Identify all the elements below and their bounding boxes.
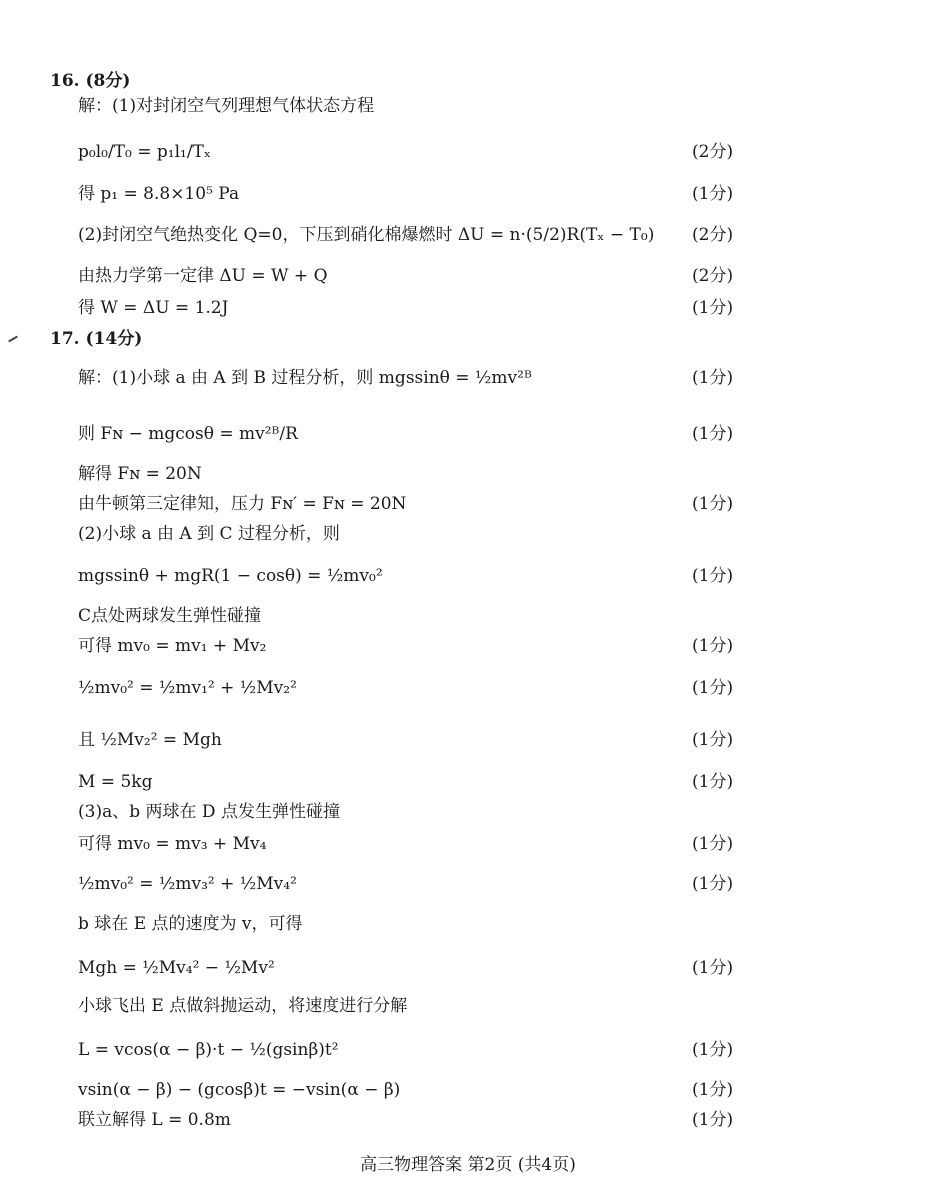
q16-line: 由热力学第一定律 ΔU = W + Q: [78, 266, 328, 286]
q17-line: 联立解得 L = 0.8m: [78, 1110, 231, 1130]
q17-line: ½mv₀² = ½mv₁² + ½Mv₂²: [78, 678, 297, 698]
q17-line: 可得 mv₀ = mv₁ + Mv₂: [78, 636, 267, 656]
q17-line: ½mv₀² = ½mv₃² + ½Mv₄²: [78, 874, 297, 894]
q17-score: (1分): [692, 772, 734, 792]
q17-score: (1分): [692, 368, 734, 388]
q16-score: (2分): [692, 266, 734, 286]
q17-score: (1分): [692, 494, 734, 514]
q17-line: Mgh = ½Mv₄² − ½Mv²: [78, 958, 275, 978]
q17-score: (1分): [692, 678, 734, 698]
q17-line: 则 Fɴ − mgcosθ = mv²ᴮ/R: [78, 424, 298, 444]
question-17-header: 17. (14分): [50, 329, 143, 349]
q17-score: (1分): [692, 730, 734, 750]
q17-line: 解：(1)小球 a 由 A 到 B 过程分析，则 mgssinθ = ½mv²ᴮ: [78, 368, 532, 388]
q17-score: (1分): [692, 566, 734, 586]
q17-line: (3)a、b 两球在 D 点发生弹性碰撞: [78, 802, 340, 822]
q17-line: 解得 Fɴ = 20N: [78, 464, 202, 484]
q17-line: 由牛顿第三定律知，压力 Fɴ′ = Fɴ = 20N: [78, 494, 407, 514]
q16-line: p₀l₀/T₀ = p₁l₁/Tₓ: [78, 142, 212, 162]
q16-line: 得 p₁ = 8.8×10⁵ Pa: [78, 184, 240, 204]
q16-score: (1分): [692, 298, 734, 318]
q16-score: (2分): [692, 225, 734, 245]
q16-score: (1分): [692, 184, 734, 204]
q17-line: M = 5kg: [78, 772, 153, 792]
q17-score: (1分): [692, 1040, 734, 1060]
q17-line: mgssinθ + mgR(1 − cosθ) = ½mv₀²: [78, 566, 383, 586]
scan-mark: [8, 336, 18, 343]
q17-line: 可得 mv₀ = mv₃ + Mv₄: [78, 834, 267, 854]
q17-score: (1分): [692, 1110, 734, 1130]
q17-score: (1分): [692, 834, 734, 854]
q17-line: L = vcos(α − β)·t − ½(gsinβ)t²: [78, 1040, 339, 1060]
q17-line: 且 ½Mv₂² = Mgh: [78, 730, 222, 750]
q17-line: 小球飞出 E 点做斜抛运动，将速度进行分解: [78, 996, 408, 1016]
q17-score: (1分): [692, 1080, 734, 1100]
q16-line: 解：(1)对封闭空气列理想气体状态方程: [78, 96, 375, 116]
q17-line: b 球在 E 点的速度为 v，可得: [78, 914, 303, 934]
q17-line: (2)小球 a 由 A 到 C 过程分析，则: [78, 524, 340, 544]
q17-score: (1分): [692, 874, 734, 894]
q17-line: vsin(α − β) − (gcosβ)t = −vsin(α − β): [78, 1080, 401, 1100]
q17-score: (1分): [692, 424, 734, 444]
question-16-header: 16. (8分): [50, 71, 131, 91]
q17-score: (1分): [692, 958, 734, 978]
q16-line: 得 W = ΔU = 1.2J: [78, 298, 229, 318]
q16-line: (2)封闭空气绝热变化 Q=0，下压到硝化棉爆燃时 ΔU = n·(5/2)R(Tₓ − T₀): [78, 225, 655, 245]
q17-score: (1分): [692, 636, 734, 656]
q16-score: (2分): [692, 142, 734, 162]
page-footer: 高三物理答案 第2页 (共4页): [360, 1155, 576, 1175]
q17-line: C点处两球发生弹性碰撞: [78, 606, 262, 626]
